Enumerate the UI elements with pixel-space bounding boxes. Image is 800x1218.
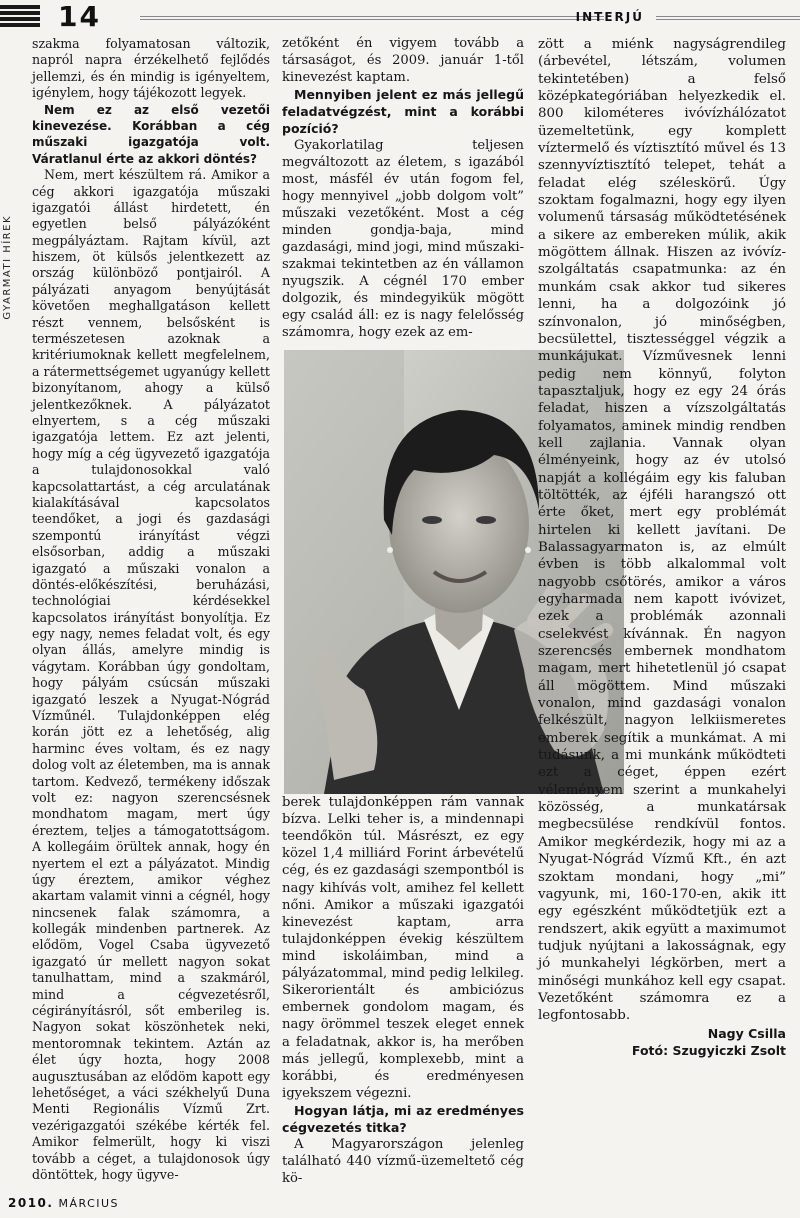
interview-paragraph: A Magyarországon jelenleg található 440 vízmű-üzemeltető cég kö-: [282, 1137, 524, 1187]
header-rule-left: [140, 16, 604, 20]
interview-question: Mennyiben jelent ez más jellegű feladatvégzést, mint a korábbi pozíció?: [282, 86, 524, 136]
author-signature: Nagy Csilla: [707, 1025, 786, 1041]
footer-year: 2010.: [8, 1196, 54, 1210]
footer-date: [8, 1196, 119, 1210]
header-rule-right: [656, 16, 800, 20]
column-2-bottom: [282, 794, 524, 1188]
interview-paragraph: berek tulajdonképpen rám vannak bízva. Lelki teher is, a mindennapi teendőkön túl. Másrészt, ez egy közel 1,4 milliárd Forint árbevételű cég, és ez gazdasági szempontból is nagy kihívás volt, amihez fel kellett nőni. Amikor a műszaki igazgatói kinevezést kaptam, arra tulajdonképpen évekig készültem mind iskoláimban, mind a pályázatommal, mind pedig lelkileg. Sikerorientált és ambiciózus embernek gondolom magam, és nagy örömmel teszek eleget ennek a feladatnak, akkor is, ha merőben más jellegű, komplexebb, mint a korábbi, és eredményesen igyekszem végezni.: [282, 795, 524, 1101]
interview-paragraph: szakma folyamatosan változik, napról napra érzékelhető fejlődés jellemzi, és én mindig is igényeltem, igénylem, hogy tájékozott legyek.: [32, 36, 270, 101]
magazine-side-label: GYARMATI HÍREK: [2, 215, 13, 320]
footer-month: MÁRCIUS: [58, 1197, 120, 1210]
interview-paragraph: Nem, mert készültem rá. Amikor a cég akkori igazgatója műszaki igazgatói állást hirdetett, én egyetlen belső pályázóként megpályáztam. Rajtam kívül, azt hiszem, öt külsős jelentkezett az ország különböző pontjairól. A pályázati anyagom benyújtását követően meghallgatáson kellett részt vennem, belsősként is természetesen azoknak a kritériumoknak kellett megfelelnem, a rátermettségemet ugyanúgy kellett bizonyítanom, ahogy a külső jelentkezőknek. A pályázatot elnyertem, s a cég műszaki igazgatója lettem. Ez azt jelenti, hogy míg a cég ügyvezető igazgatója a tulajdonosokkal való kapcsolattartást, a cég arculatának kialakításával kapcsolatos teendőket, a jogi és gazdasági szempontú irányítást végzi elsősorban, addig a műszaki igazgató a műszaki vonalon a döntés-előkészítési, beruházási, technológiai kérdésekkel kapcsolatos irányítást bonyolítja. Ez egy nagy, nemes feladat volt, és egy olyan állás, amelyre mindig is vágytam. Korábban úgy gondoltam, hogy pályám csúcsán műszaki igazgató leszek a Nyugat-Nógrád Vízműnél. Tulajdonképpen elég korán jött ez a lehetőség, alig harminc éves voltam, és ez nagy dolog volt az életemben, ma is annak tartom. Kedvező, termékeny időszak volt ez: nagyon szerencsésnek mondhatom magam, mert úgy éreztem, teljes a támogatottságom. A kollegáim örültek annak, hogy én nyertem el ezt a pályázatot. Mindig úgy éreztem, amikor véghez akartam valamit vinni a cégnél, hogy nincsenek falak számomra, a kollegák mindenben partnerek. Az elődöm, Vogel Csaba ügyvezető igazgató úr mellett nagyon sokat tanulhattam, mind a szakmáról, mind a cégvezetésről, cégirányításról, sőt emberileg is. Nagyon sokat köszönhetek neki, mentoromnak tekintem. Aztán az élet úgy hozta, hogy 2008 augusztusában az elődöm kapott egy lehetőséget, a váci székhelyű Duna Menti Regionális Vízmű Zrt. vezérigazgatói székébe kérték fel. Amikor felmerült, hogy ki viszi tovább a céget, a tulajdonosok úgy döntöttek, hogy ügyve-: [32, 167, 270, 1182]
section-title: INTERJÚ: [575, 10, 644, 24]
column-2-top: [282, 36, 524, 342]
column-3-text: [538, 36, 786, 1025]
interview-paragraph: zetőként én vigyem tovább a társaságot, és 2009. január 1-től kinevezést kaptam.: [282, 36, 524, 85]
column-1: [32, 36, 270, 1183]
column-3: [538, 36, 786, 1059]
photo-credit: Fotó: Szugyiczki Zsolt: [631, 1042, 786, 1058]
interview-paragraph: zött a miénk nagyságrendileg (árbevétel, létszám, volumen tekintetében) a felső középkategóriában helyezkedik el. 800 kilométeres ivóvízhálózatot üzemeltetünk, egy komplett víztermelő és víztisztító művel és 13 szennyvíztisztító telepet, tehát a feladat elég széleskörű. Úgy szoktam fogalmazni, hogy egy ilyen volumenű társaság működtetésének a sikere az embereken múlik, akik mögöttem állnak. Hiszen az ivóvíz-szolgáltatás csapatmunka: az én munkám csak akkor tud sikeres lenni, ha a dolgozóink jó színvonalon, jó minőségben, becsülettel, tisztességgel végzik a munkájukat. Vízművesnek lenni pedig nem könnyű, folyton tapasztaljuk, hogy ez egy 24 órás feladat, hiszen a vízszolgáltatás folyamatos, aminek mindig rendben kell zajlania. Vannak olyan élményeink, hogy az év utolsó napját a kollégáim egy kis faluban töltötték, az éjféli harangszó ott érte őket, mert egy problémát hirtelen ki kellett javítani. De Balassagyarmaton is, az elmúlt évben is több alkalommal volt nagyobb csőtörés, amikor a város egyharmada nem kapott ivóvizet, ezek a problémák azonnali cselekvést kívánnak. Én nagyon szerencsés embernek mondhatom magam, mert hihetetlenül jó csapat áll mögöttem. Mind műszaki vonalon, mind gazdasági vonalon felkészült, nagyon lelkiismeretes emberek segítik a munkámat. A mi tudásunk, a mi munkánk működteti ezt a céget, éppen ezért véleményem szerint a munkahelyi közösség, a munkatársak megbecsülése rendkívül fontos. Amikor megkérdezik, hogy mi az a Nyugat-Nógrád Vízmű Kft., én azt szoktam mondani, hogy „mi” vagyunk, mi, 160-170-en, akik itt egy egészként működtetjük ezt a rendszert, akik együtt a maximumot tudjuk nyújtani a lakosságnak, egy jó munkahelyi légkörben, mert a minőségi munkához kell egy csapat. Vezetőként számomra ez a legfontosabb.: [538, 37, 786, 1024]
interview-question: Nem ez az első vezetői kinevezése. Korábban a cég műszaki igazgatója volt. Váratlanul érte az akkori döntés?: [32, 102, 270, 166]
interview-paragraph: Gyakorlatilag teljesen megváltozott az életem, s igazából most, másfél év után fogom fel, hogy mennyivel „jobb dolgom volt” műszaki vezetőként. Most a cég minden gondja-baja, mind gazdasági, mind jogi, mind műszaki-szakmai tekintetben az én vállamon nyugszik. A cégnél 170 ember dolgozik, és mindegyikük mögött egy család áll: ez is nagy felelősség számomra, hogy ezek az em-: [282, 137, 524, 340]
header-stripe-block: [0, 5, 40, 29]
page-number: 14: [58, 0, 101, 33]
interview-question: Hogyan látja, mi az eredményes cégvezetés titka?: [282, 1102, 524, 1136]
